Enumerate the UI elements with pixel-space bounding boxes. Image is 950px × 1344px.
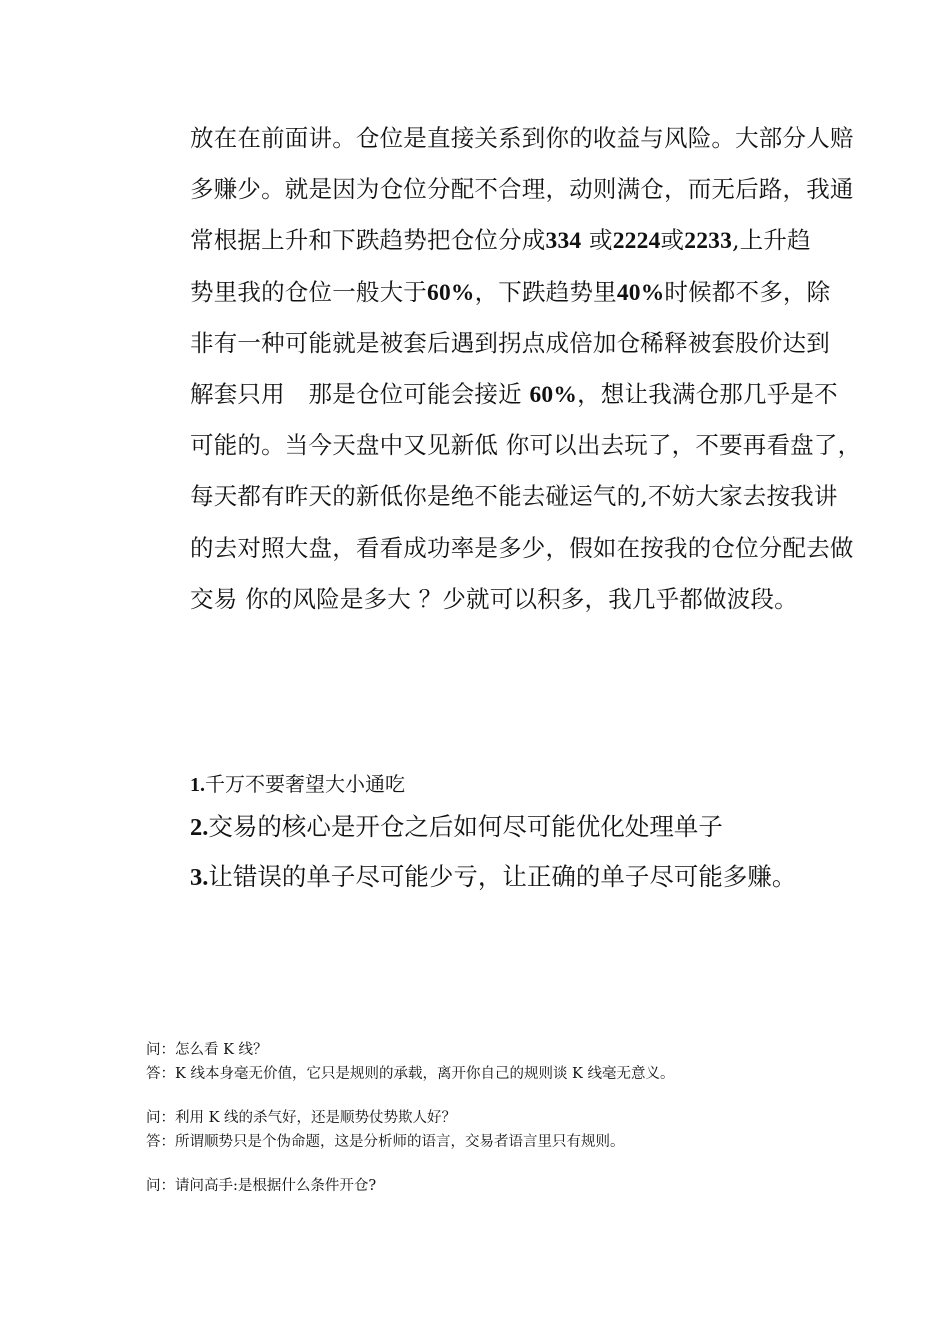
emphasized-number: 60% [529, 381, 578, 408]
paragraph-line: 多赚少。就是因为仓位分配不合理，动则满仓，而无后路，我通 [190, 175, 854, 204]
spacer [146, 1086, 846, 1106]
question: 问：请问高手:是根据什么条件开仓? [146, 1178, 377, 1194]
paragraph-line: 可能的。当今天盘中又见新低 你可以出去玩了，不要再看盘了， [190, 431, 862, 460]
paragraph-line: 常根据上升和下跌趋势把仓位分成334 或2224或2233,上升趋 [190, 226, 811, 255]
emphasized-number: 40% [616, 279, 665, 306]
paragraph-line: 交易 你的风险是多大 ？少就可以积多，我几乎都做波段。 [190, 584, 798, 613]
list-item [190, 804, 870, 854]
paragraph-line: 放在在前面讲。仓位是直接关系到你的收益与风险。大部分人赔 [190, 124, 854, 152]
paragraph-line: 的去对照大盘，看看成功率是多少，假如在按我的仓位分配去做 [190, 533, 854, 562]
paragraph-line: 非有一种可能就是被套后遇到拐点成倍加仓稀释被套股价达到 [190, 328, 830, 357]
list-item-number: 1. [190, 774, 205, 796]
emphasized-number: 60% [427, 279, 475, 306]
emphasized-number: 334 [545, 228, 582, 255]
list-item [190, 766, 870, 804]
question: 问：利用 K 线的杀气好，还是顺势仗势欺人好？ [146, 1110, 457, 1126]
list-item-number: 3. [190, 864, 209, 891]
numbered-list [190, 766, 870, 904]
list-item-text: 让错误的单子尽可能少亏，让正确的单子尽可能多赚。 [208, 862, 797, 891]
paragraph-line: 解套只用 那是仓位可能会接近 60%，想让我满仓那几乎是不 [190, 379, 838, 408]
qa-section [146, 1038, 846, 1198]
spacer [146, 1154, 846, 1174]
list-item-text: 千万不要奢望大小通吃 [205, 772, 405, 796]
list-item-number: 2. [190, 814, 209, 841]
answer: 答：K 线本身毫无价值，它只是规则的承载，离开你自己的规则谈 K 线毫无意义。 [146, 1066, 675, 1082]
emphasized-number: 2224 [612, 228, 661, 255]
paragraph-line: 势里我的仓位一般大于60%，下跌趋势里40%时候都不多，除 [190, 277, 831, 306]
body-paragraph [190, 118, 862, 630]
paragraph-line: 每天都有昨天的新低你是绝不能去碰运气的,不妨大家去按我讲 [190, 482, 838, 511]
emphasized-number: 2233 [684, 228, 733, 255]
question: 问：怎么看 K 线？ [146, 1042, 268, 1058]
answer: 答：所谓顺势只是个伪命题，这是分析师的语言，交易者语言里只有规则。 [146, 1134, 625, 1150]
list-item [190, 854, 870, 904]
list-item-text: 交易的核心是开仓之后如何尽可能优化处理单子 [208, 812, 723, 841]
